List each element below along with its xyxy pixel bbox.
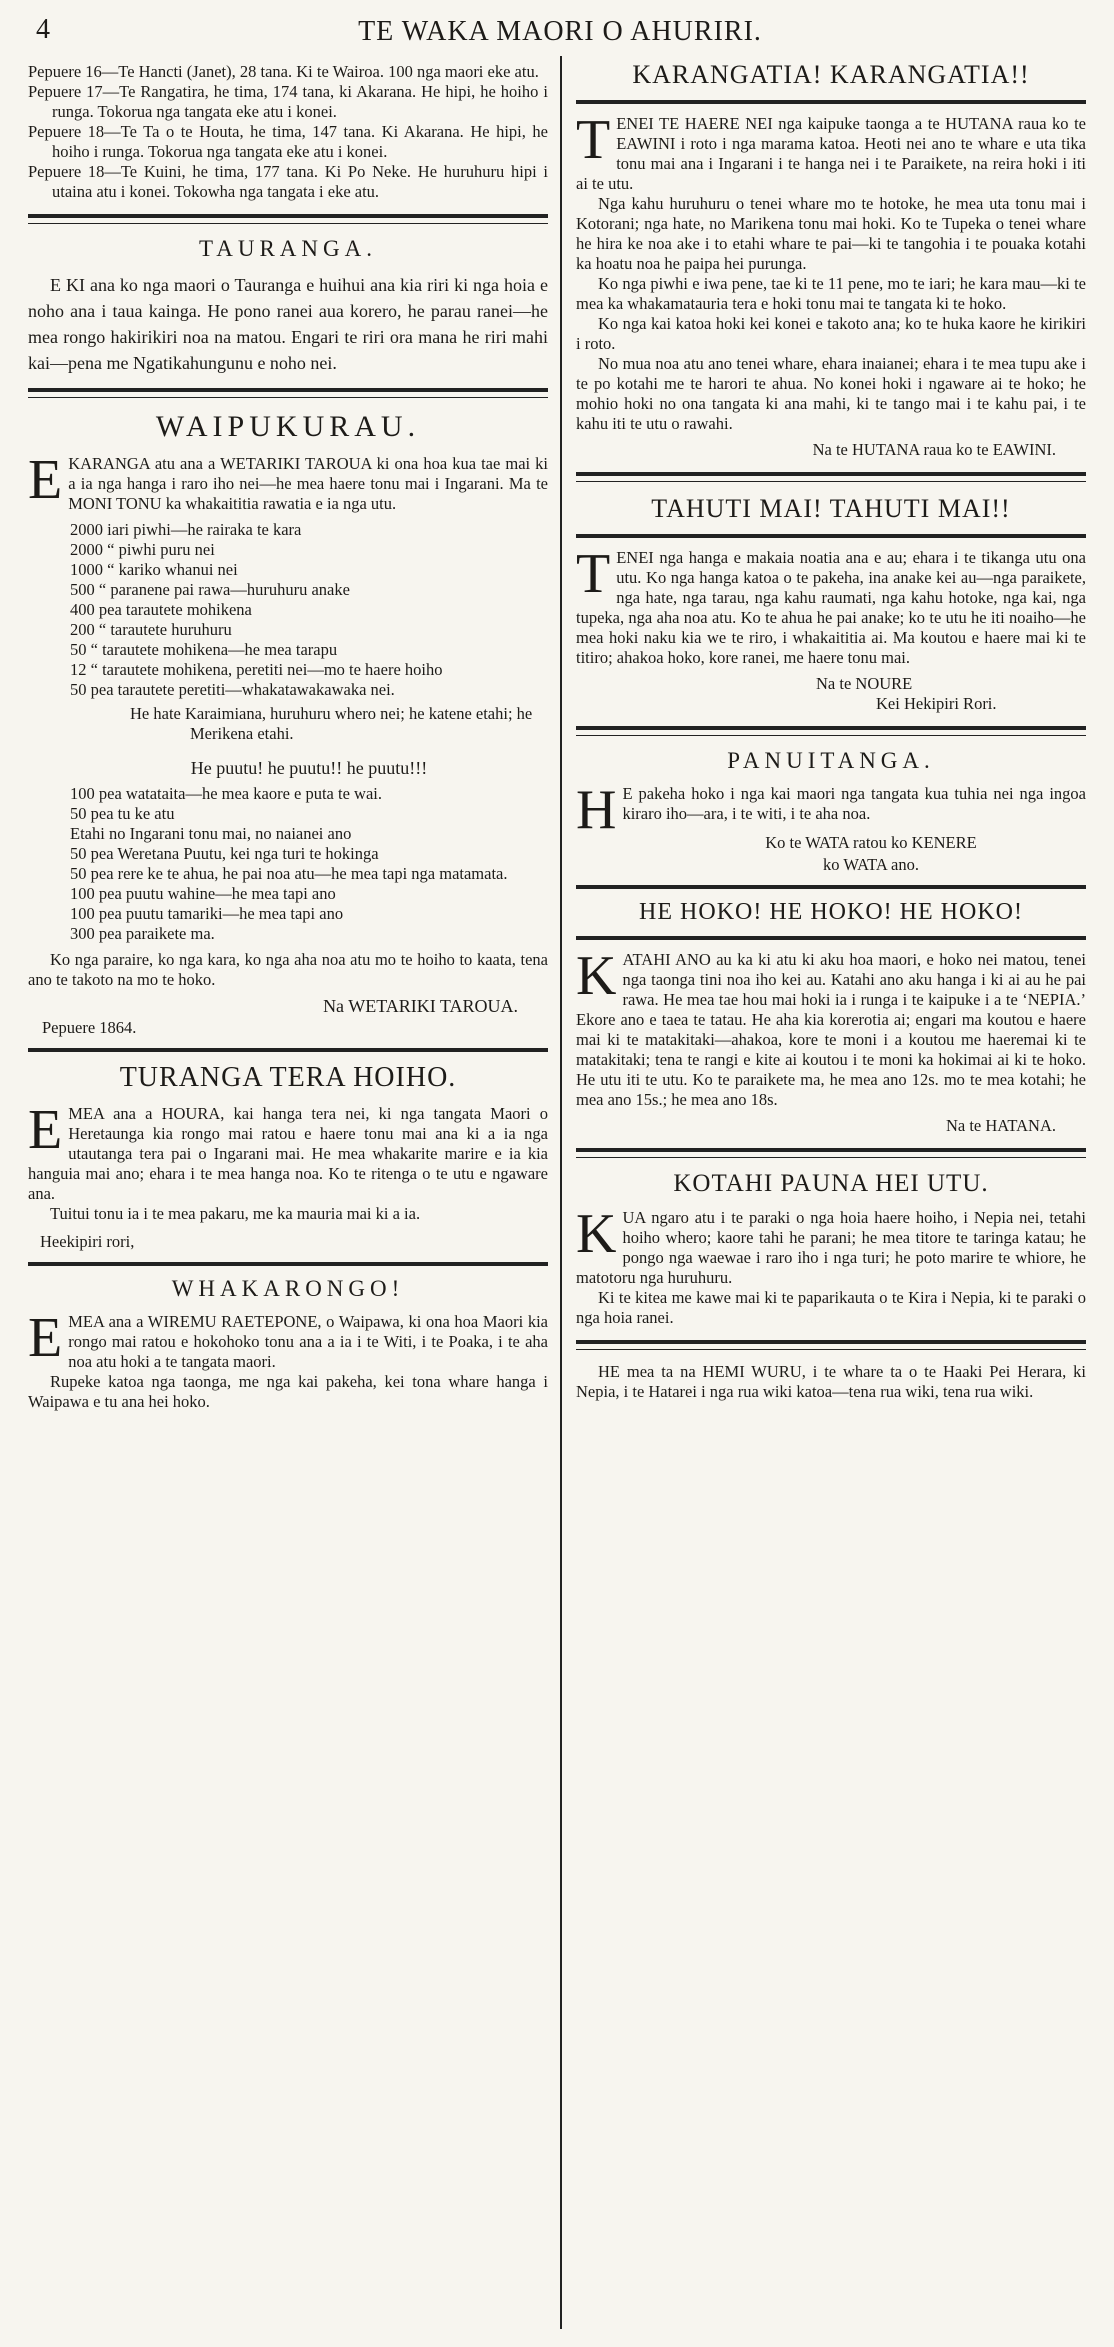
shipping-list xyxy=(28,62,548,202)
list-item: Etahi no Ingarani tonu mai, no naianei ano xyxy=(70,824,352,843)
panuitanga-section xyxy=(576,748,1086,875)
signature: Na WETARIKI TAROUA. xyxy=(323,996,518,1016)
drop-cap: K xyxy=(576,1203,617,1265)
section-rule xyxy=(576,472,1086,482)
list-item: 50 pea Weretana Puutu, kei nga turi te hokinga xyxy=(70,844,379,863)
masthead-title: TE WAKA MAORI O AHURIRI. xyxy=(358,16,762,47)
list-item: 100 pea puutu wahine—he mea tapi ano xyxy=(70,884,336,903)
list-item: 200 “ tarautete huruhuru xyxy=(70,620,232,639)
karangatia-section xyxy=(576,60,1086,460)
right-column xyxy=(576,56,1086,2339)
list-item: 500 “ paranene pai rawa—huruhuru anake xyxy=(70,580,350,599)
list-item: 50 “ tarautete mohikena—he mea tarapu xyxy=(70,640,338,659)
section-heading: HE HOKO! HE HOKO! HE HOKO! xyxy=(639,899,1023,925)
whakarongo-section xyxy=(28,1276,548,1412)
kotahi-body-2: Ki te kitea me kawe mai ki te paparikauta o te Kira i Nepia, ki te paraki o nga hoia ranei. xyxy=(576,1288,1086,1327)
section-rule xyxy=(576,534,1086,538)
karangatia-p5: No mua noa atu ano tenei whare, ehara inaianei; ehara i te mea tupu ake i te po kotahi me te harori te ahua. No konei hoki i ngaware ai te hoko; he mohio hoki no ona tangata ki ana mahi, ki te tango mai i te kahu pai, i te kahu iti te utu o rawahi. xyxy=(576,354,1086,433)
section-heading: KOTAHI PAUNA HEI UTU. xyxy=(673,1170,989,1197)
section-rule xyxy=(576,885,1086,889)
whakarongo-body: MEA ana a WIREMU RAETEPONE, o Waipawa, ki ona hoa Maori kia rongo mai ratou e hokohoko tonu ana a ia i te Witi, i te Poaka, i te aha noa atu hoki a te tangata maori. xyxy=(68,1312,548,1371)
section-rule xyxy=(576,1148,1086,1158)
tahuti-body: ENEI nga hanga e makaia noatia ana e au; ehara i te tikanga utu ona utu. Ko nga hanga katoa o te pakeha, ina anake kei au—nga paraikete, nga hate, nga tarau, nga kahu raumati, nga kahu hotoke, nga kai, nga tupeka, nga aha noa atu. Ko te ahua he pai anake; ko te utu he iti noaiho—he mea hoki naku kia we te riro, i whakaititia ai. Ma koutou e haere mai ki te titiro; ahakoa hoko, kore ranei, me haere tonu mai. xyxy=(576,548,1086,667)
section-heading: WAIPUKURAU. xyxy=(155,410,421,443)
hehoko-body: ATAHI ANO au ka ki atu ki aku hoa maori, e hoko nei matou, tenei nga taonga tini noa iho kei au. Katahi ano aku hanga i ki ai au he pai rawa. He mea tae hou mai hoki ia i runga i te kaipuke i a te ‘NEPIA.’ Ekore ano e taea te tatau. He aha kia korerotia ai; engari ma koutou e haere mai ki te matakitaki—ahakoa, kore te moni i a koutou me haeremai ki te matakitaki; tena te rangi e kite ai koutou i te moni ka hokimai ai ki te hoko. He utu iti te utu. Ko te paraikete ma, he mea ano 12s. mo te mea kotahi; he mea ano 15s.; he mea ano 18s. xyxy=(576,950,1086,1109)
section-heading: PANUITANGA. xyxy=(727,748,935,773)
drop-cap: E xyxy=(28,1307,63,1369)
section-heading: KARANGATIA! KARANGATIA!! xyxy=(632,60,1030,89)
list-item: 50 pea tu ke atu xyxy=(70,804,175,823)
list-item: 2000 “ piwhi puru nei xyxy=(70,540,215,559)
shipping-entry: Pepuere 18—Te Kuini, he tima, 177 tana. Ki Po Neke. He huruhuru hipi i utaina atu i konei. Tokowha nga tangata i eke atu. xyxy=(28,162,548,201)
turanga-body-2: Tuitui tonu ia i te mea pakaru, me ka mauria mai ki a ia. xyxy=(50,1204,421,1223)
list-item: 2000 iari piwhi—he rairaka te kara xyxy=(70,520,302,539)
section-rule xyxy=(28,1048,548,1052)
drop-cap: K xyxy=(576,945,617,1007)
list-item: 50 pea tarautete peretiti—whakatawakawaka nei. xyxy=(70,680,395,699)
list-item: 100 pea puutu tamariki—he mea tapi ano xyxy=(70,904,344,923)
section-rule xyxy=(576,100,1086,104)
list-item: 400 pea tarautete mohikena xyxy=(70,600,252,619)
drop-cap: E xyxy=(28,1099,63,1161)
waipukurau-section xyxy=(28,410,548,1038)
turanga-section xyxy=(28,1062,548,1252)
signature: Ko te WATA ratou ko KENERE xyxy=(765,833,977,852)
section-heading: TAHUTI MAI! TAHUTI MAI!! xyxy=(651,494,1011,523)
section-heading: TAURANGA. xyxy=(199,236,377,261)
signature: Heekipiri rori, xyxy=(40,1232,135,1251)
karangatia-p2: Nga kahu huruhuru o tenei whare mo te hotoke, he mea uta tonu mai i Kotorani; nga hate, no Marikena tonu mai hoki. Ko te Tupeka o tenei whare he hira ke noa ake i to etahi whare te pai—ki te tangohia i te pouaka kotahi ka hoatu noa he paipa hei purunga. xyxy=(576,194,1086,273)
section-heading: TURANGA TERA HOIHO. xyxy=(119,1062,457,1093)
section-rule xyxy=(28,1262,548,1266)
list-item: 50 pea rere ke te ahua, he pai noa atu—he mea tapi nga matamata. xyxy=(70,864,508,883)
waipukurau-outro: Ko nga paraire, ko nga kara, ko nga aha noa atu mo te hoiho to kaata, tena ano te takoto na mo te hoko. xyxy=(28,950,548,989)
kotahi-section xyxy=(576,1170,1086,1328)
printer-colophon: HE mea ta na HEMI WURU, i te whare ta o te Haaki Pei Herara, ki Nepia, i te Hatarei i nga rua wiki katoa—tena rua wiki, tena rua wiki. xyxy=(576,1362,1086,1401)
list-item: 300 pea paraikete ma. xyxy=(70,924,215,943)
section-rule xyxy=(28,214,548,224)
tauranga-section xyxy=(28,236,548,376)
boots-heading: He puutu! he puutu!! he puutu!!! xyxy=(190,758,428,778)
list-item: 100 pea watataita—he mea kaore e puta te wai. xyxy=(70,784,382,803)
drop-cap: E xyxy=(28,449,63,511)
signature: Na te HATANA. xyxy=(945,1116,1056,1135)
tauranga-body: E KI ana ko nga maori o Tauranga e huihui ana kia riri ki nga hoia e noho ana i taua kainga. He pono ranei aua korero, he parau ranei—he mea rongo hakirikiri noa na matou. Engari te riri ora mana he riri mahi kai—pena me Ngatikahungunu e noho nei. xyxy=(28,275,548,373)
goods-list xyxy=(70,520,548,944)
column-divider xyxy=(560,56,562,2329)
signature: Na te NOURE xyxy=(816,674,913,693)
karangatia-body: ENEI TE HAERE NEI nga kaipuke taonga a te HUTANA raua ko te EAWINI i roto i nga marama katoa. Heoti nei ano te whare e uta tika tonu mai ana i Ingarani i te hanga nei i te Paraikete, na reira hoki i iti ai te utu. xyxy=(576,114,1086,193)
shipping-entry: Pepuere 17—Te Rangatira, he tima, 174 tana, ki Akarana. He hipi, he hoiho i runga. Tokorua nga tangata eke atu i konei. xyxy=(28,82,548,121)
shipping-entry: Pepuere 16—Te Hancti (Janet), 28 tana. Ki te Wairoa. 100 nga maori eke atu. xyxy=(28,62,539,81)
panuitanga-body: E pakeha hoko i nga kai maori nga tangata kua tuhia nei nga ingoa kiraro iho—ara, i te witi, i te aha noa. xyxy=(622,784,1086,823)
list-item: 12 “ tarautete mohikena, peretiti nei—mo te haere hoiho xyxy=(70,660,443,679)
list-item: He hate Karaimiana, huruhuru whero nei; he katene etahi; he Merikena etahi. xyxy=(130,704,533,743)
list-item: 1000 “ kariko whanui nei xyxy=(70,560,238,579)
drop-cap: H xyxy=(576,779,617,841)
tahuti-section xyxy=(576,494,1086,714)
dateline: Pepuere 1864. xyxy=(42,1018,137,1037)
section-rule xyxy=(576,936,1086,940)
page-header xyxy=(30,8,1090,48)
kotahi-body: UA ngaro atu i te paraki o nga hoia haere hoiho, i Nepia nei, tetahi hoiho whero; kaore tahi he parani; he mea titore te taringa katau; he pongo nga waewae i raro iho i nga turi; he poto marire te whiore, he matotoru nga huruhuru. xyxy=(576,1208,1086,1287)
signature-place: Kei Hekipiri Rori. xyxy=(876,694,997,713)
karangatia-p3: Ko nga piwhi e iwa pene, tae ki te 11 pene, mo te iari; he kara mau—ki te mea ka whakamatauria tera e hoki tonu mai te tangata ki te hoko. xyxy=(576,274,1086,313)
hehoko-section xyxy=(576,899,1086,1136)
turanga-body: MEA ana a HOURA, kai hanga tera nei, ki nga tangata Maori o Heretaunga kia rongo mai ratou e haere tonu mai ana ki a ia nga utautanga tera pai o Ingarani mai. He mea whakarite marire e ia kia hanguia mai ano; ehara i te mea hanga noa. Ko te ritenga o te utu e ngaware ana. xyxy=(28,1104,548,1203)
section-rule xyxy=(576,1340,1086,1350)
drop-cap: T xyxy=(576,109,611,171)
section-heading: WHAKARONGO! xyxy=(171,1276,405,1301)
page-number: 4 xyxy=(36,14,50,45)
waipukurau-intro: KARANGA atu ana a WETARIKI TAROUA ki ona hoa kua tae mai ki a ia nga hanga i raro iho nei—he mea haere tonu mai i Ingarani. Ma te MONI TONU ka whakaititia rawatia e ia nga utu. xyxy=(68,454,548,513)
signature-2: ko WATA ano. xyxy=(823,855,919,874)
left-column xyxy=(28,56,548,2339)
whakarongo-body-2: Rupeke katoa nga taonga, me nga kai pakeha, kei tona whare hanga i Waipawa e tu ana hei hoko. xyxy=(28,1372,548,1411)
signature: Na te HUTANA raua ko te EAWINI. xyxy=(812,440,1056,459)
section-rule xyxy=(576,726,1086,736)
karangatia-p4: Ko nga kai katoa hoki kei konei e takoto ana; ko te huka kaore he kirikiri i roto. xyxy=(576,314,1086,353)
section-rule xyxy=(28,388,548,398)
shipping-entry: Pepuere 18—Te Ta o te Houta, he tima, 147 tana. Ki Akarana. He hipi, he hoiho i runga. Tokorua nga tangata eke atu i konei. xyxy=(28,122,548,161)
drop-cap: T xyxy=(576,543,611,605)
